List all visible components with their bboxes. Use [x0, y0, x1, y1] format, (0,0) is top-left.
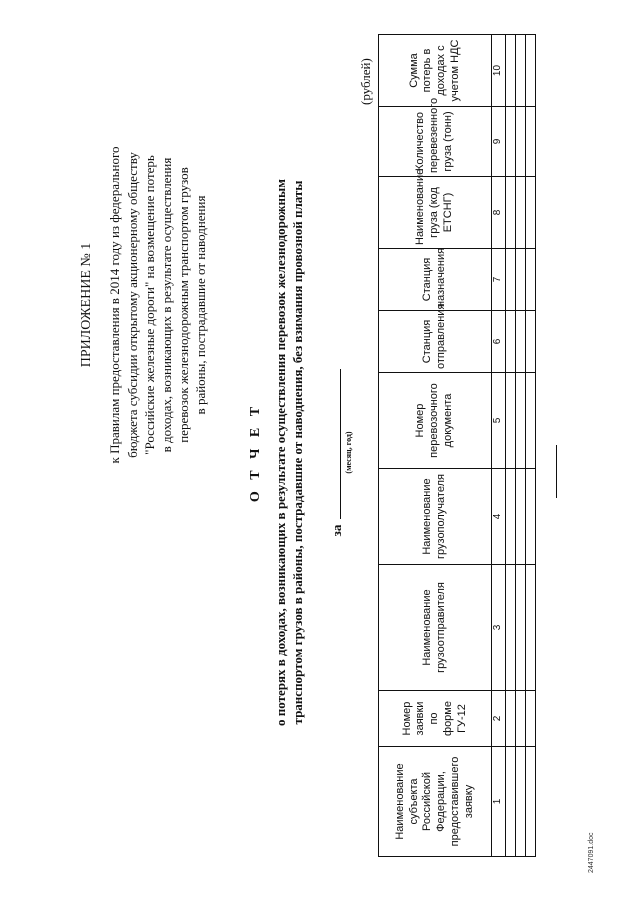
- table-row: [525, 35, 535, 857]
- appendix-line: перевозок железнодорожным транспортом грузов: [176, 167, 192, 443]
- column-number: 8: [492, 177, 506, 249]
- column-number: 6: [492, 311, 506, 373]
- table-cell[interactable]: [515, 35, 525, 107]
- table-row: [505, 35, 515, 857]
- table-cell[interactable]: [505, 373, 515, 469]
- table-cell[interactable]: [515, 107, 525, 177]
- column-header: Станция назначения: [379, 249, 492, 311]
- column-number: 3: [492, 565, 506, 691]
- column-number: 5: [492, 373, 506, 469]
- table-cell[interactable]: [505, 35, 515, 107]
- column-number: 4: [492, 469, 506, 565]
- column-header: Номер заявки по форме ГУ-12: [379, 691, 492, 747]
- period-hint: (месяц, год): [344, 431, 353, 474]
- table-cell[interactable]: [515, 565, 525, 691]
- table-cell[interactable]: [525, 177, 535, 249]
- table-cell[interactable]: [505, 565, 515, 691]
- table-cell[interactable]: [525, 35, 535, 107]
- column-header: Сумма потерь в доходах с учетом НДС: [379, 35, 492, 107]
- table-cell[interactable]: [505, 691, 515, 747]
- table-cell[interactable]: [525, 565, 535, 691]
- table-cell[interactable]: [505, 107, 515, 177]
- report-title: О Т Ч Е Т: [248, 402, 263, 503]
- table-cell[interactable]: [505, 311, 515, 373]
- table-cell[interactable]: [515, 311, 525, 373]
- table-cell[interactable]: [525, 311, 535, 373]
- period-prefix: за: [329, 524, 344, 537]
- table-row: [515, 35, 525, 857]
- table-cell[interactable]: [515, 373, 525, 469]
- column-header: Наименование груза (код ЕТСНГ): [379, 177, 492, 249]
- table-cell[interactable]: [515, 177, 525, 249]
- column-number-row: [492, 35, 506, 857]
- table-cell[interactable]: [505, 469, 515, 565]
- table-cell[interactable]: [525, 373, 535, 469]
- footer-doc-code: 2447091.doc: [588, 832, 595, 873]
- table-cell[interactable]: [505, 177, 515, 249]
- table-cell[interactable]: [515, 469, 525, 565]
- column-number: 7: [492, 249, 506, 311]
- column-header: Номер перевозочного документа: [379, 373, 492, 469]
- column-header: Наименование грузоотправителя: [379, 565, 492, 691]
- table-cell[interactable]: [515, 747, 525, 857]
- table-cell[interactable]: [515, 249, 525, 311]
- period-line: [328, 0, 345, 905]
- report-subtitle-line: транспортом грузов в районы, пострадавшие от наводнения, без взимания провозной платы: [290, 180, 306, 725]
- table-cell[interactable]: [525, 249, 535, 311]
- table-cell[interactable]: [525, 469, 535, 565]
- signature-line: [556, 445, 557, 498]
- appendix-block: [78, 90, 209, 520]
- table-header-row: [379, 35, 492, 857]
- column-number: 9: [492, 107, 506, 177]
- column-header: Количество перевезенного груза (тонн): [379, 107, 492, 177]
- table-cell[interactable]: [525, 107, 535, 177]
- period-blank-field[interactable]: [328, 369, 341, 519]
- column-header: Наименование субъекта Российской Федерации, предоставившего заявку: [379, 747, 492, 857]
- table-cell[interactable]: [505, 747, 515, 857]
- report-subtitle: [272, 40, 306, 865]
- table-cell[interactable]: [515, 691, 525, 747]
- report-table: [378, 34, 536, 857]
- appendix-line: в районы, пострадавшие от наводнения: [193, 195, 209, 415]
- appendix-line: к Правилам предоставления в 2014 году из федерального: [107, 146, 123, 464]
- column-header: Станция отправления: [379, 311, 492, 373]
- appendix-line: в доходах, возникающих в результате осуществления: [158, 157, 174, 453]
- column-number: 10: [492, 35, 506, 107]
- table-body-rows: [505, 35, 535, 857]
- appendix-line: бюджета субсидии открытому акционерному обществу: [124, 152, 140, 458]
- table-cell[interactable]: [525, 691, 535, 747]
- report-subtitle-line: о потерях в доходах, возникающих в результате осуществления перевозок железнодорожным: [273, 179, 288, 726]
- appendix-line: "Российские железные дороги" на возмещение потерь: [141, 155, 157, 455]
- table-cell[interactable]: [525, 747, 535, 857]
- appendix-title: ПРИЛОЖЕНИЕ № 1: [79, 242, 94, 368]
- table-cell[interactable]: [505, 249, 515, 311]
- units-label: (рублей): [358, 58, 373, 105]
- column-number: 2: [492, 691, 506, 747]
- column-number: 1: [492, 747, 506, 857]
- column-header: Наименование грузополучателя: [379, 469, 492, 565]
